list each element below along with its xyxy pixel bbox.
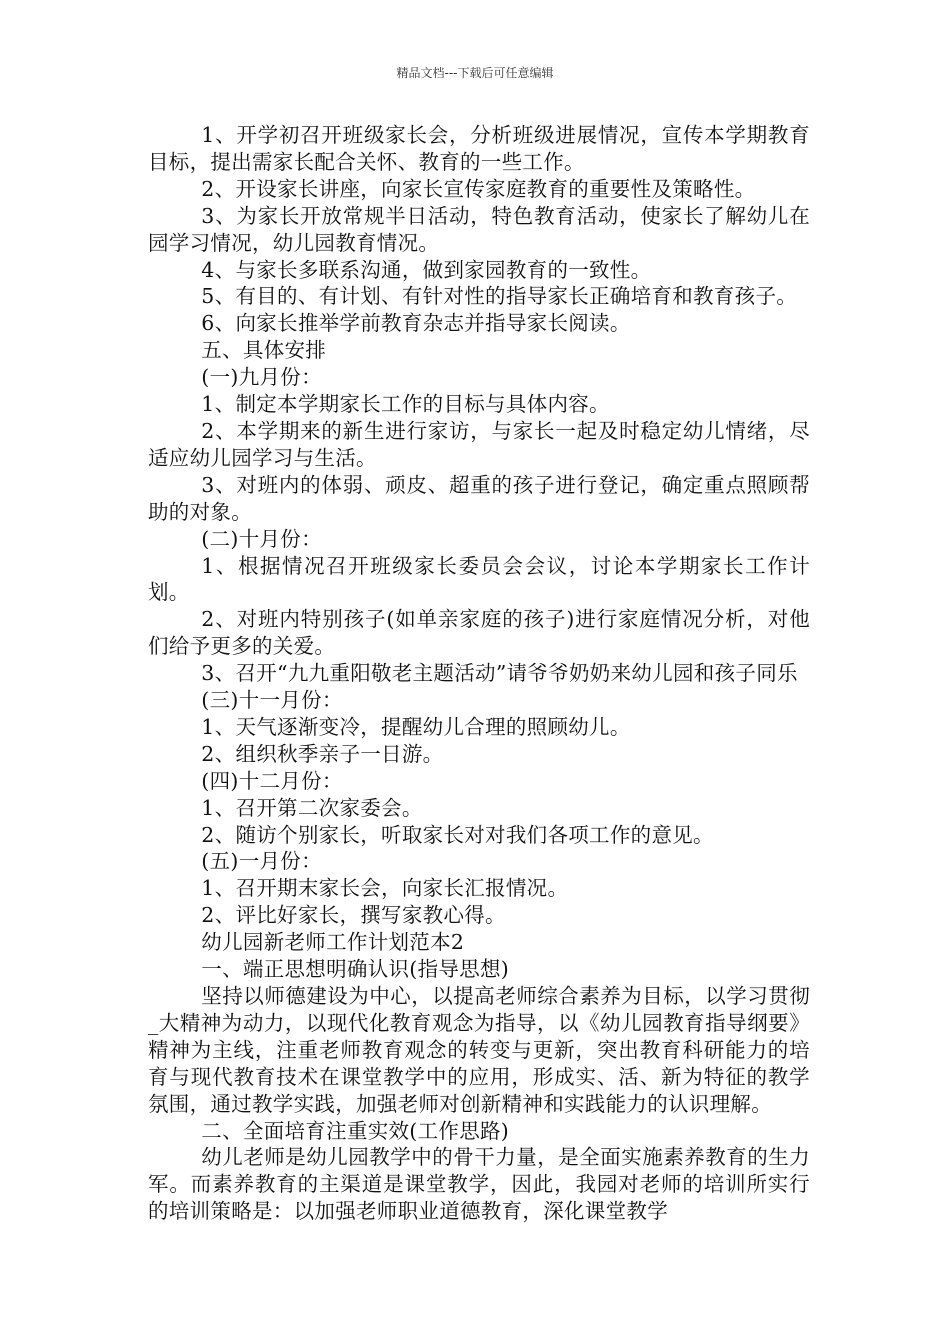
paragraph: 2、对班内特别孩子(如单亲家庭的孩子)进行家庭情况分析，对他们给予更多的关爱。 xyxy=(148,607,810,659)
paragraph: 3、对班内的体弱、顽皮、超重的孩子进行登记，确定重点照顾帮助的对象。 xyxy=(148,472,810,524)
section-heading: 二、全面培育注重实效(工作思路) xyxy=(201,1118,510,1143)
subsection-heading: (四)十二月份： xyxy=(201,768,343,793)
paragraph: 5、有目的、有计划、有针对性的指导家长正确培育和教育孩子。 xyxy=(201,284,798,309)
document-title: 幼儿园新老师工作计划范本2 xyxy=(201,930,465,955)
subsection-heading: (五)一月份： xyxy=(201,849,322,874)
paragraph: 3、为家长开放常规半日活动，特色教育活动，使家长了解幼儿在园学习情况，幼儿园教育情况。 xyxy=(148,203,810,255)
section-heading: 五、具体安排 xyxy=(201,338,327,363)
paragraph: 坚持以师德建设为中心，以提高老师综合素养为目标，以学习贯彻_大精神为动力，以现代化教育观念为指导，以《幼儿园教育指导纲要》精神为主线，注重老师教育观念的转变与更新，突出教育科研能力的培育与现代教育技术在课堂教学中的应用，形成实、活、新为特征的教学氛围，通过教学实践，加强老师对创新精神和实践能力的认识理解。 xyxy=(148,984,810,1116)
paragraph: 3、召开“九九重阳敬老主题活动”请爷爷奶奶来幼儿园和孩子同乐 xyxy=(201,661,798,686)
paragraph: 1、天气逐渐变冷，提醒幼儿合理的照顾幼儿。 xyxy=(201,714,631,739)
paragraph: 2、评比好家长，撰写家教心得。 xyxy=(201,903,506,928)
subsection-heading: (一)九月份： xyxy=(201,365,322,390)
paragraph: 幼儿老师是幼儿园教学中的骨干力量，是全面实施素养教育的生力军。而素养教育的主渠道是课堂教学，因此，我园对老师的培训所实行的培训策略是：以加强老师职业道德教育，深化课堂教学 xyxy=(148,1145,810,1224)
document-body xyxy=(148,122,810,1225)
paragraph: 2、本学期来的新生进行家访，与家长一起及时稳定幼儿情绪，尽适应幼儿园学习与生活。 xyxy=(148,418,810,470)
paragraph: 4、与家长多联系沟通，做到家园教育的一致性。 xyxy=(201,257,652,282)
paragraph: 6、向家长推举学前教育杂志并指导家长阅读。 xyxy=(201,311,631,336)
paragraph: 2、组织秋季亲子一日游。 xyxy=(201,741,444,766)
paragraph: 1、开学初召开班级家长会，分析班级进展情况，宣传本学期教育目标，提出需家长配合关怀、教育的一些工作。 xyxy=(148,123,810,174)
paragraph: 2、随访个别家长，听取家长对对我们各项工作的意见。 xyxy=(201,822,714,847)
paragraph: 1、根据情况召开班级家长委员会会议，讨论本学期家长工作计划。 xyxy=(148,553,810,605)
section-heading: 一、端正思想明确认识(指导思想) xyxy=(201,957,510,982)
subsection-heading: (三)十一月份： xyxy=(201,688,343,713)
page-header: 精品文档---下载后可任意编辑 xyxy=(396,66,554,80)
subsection-heading: (二)十月份： xyxy=(201,526,322,551)
paragraph: 1、召开期末家长会，向家长汇报情况。 xyxy=(201,876,569,901)
paragraph: 1、制定本学期家长工作的目标与具体内容。 xyxy=(201,392,610,417)
paragraph: 1、召开第二次家委会。 xyxy=(201,795,423,820)
paragraph: 2、开设家长讲座，向家长宣传家庭教育的重要性及策略性。 xyxy=(201,176,756,201)
